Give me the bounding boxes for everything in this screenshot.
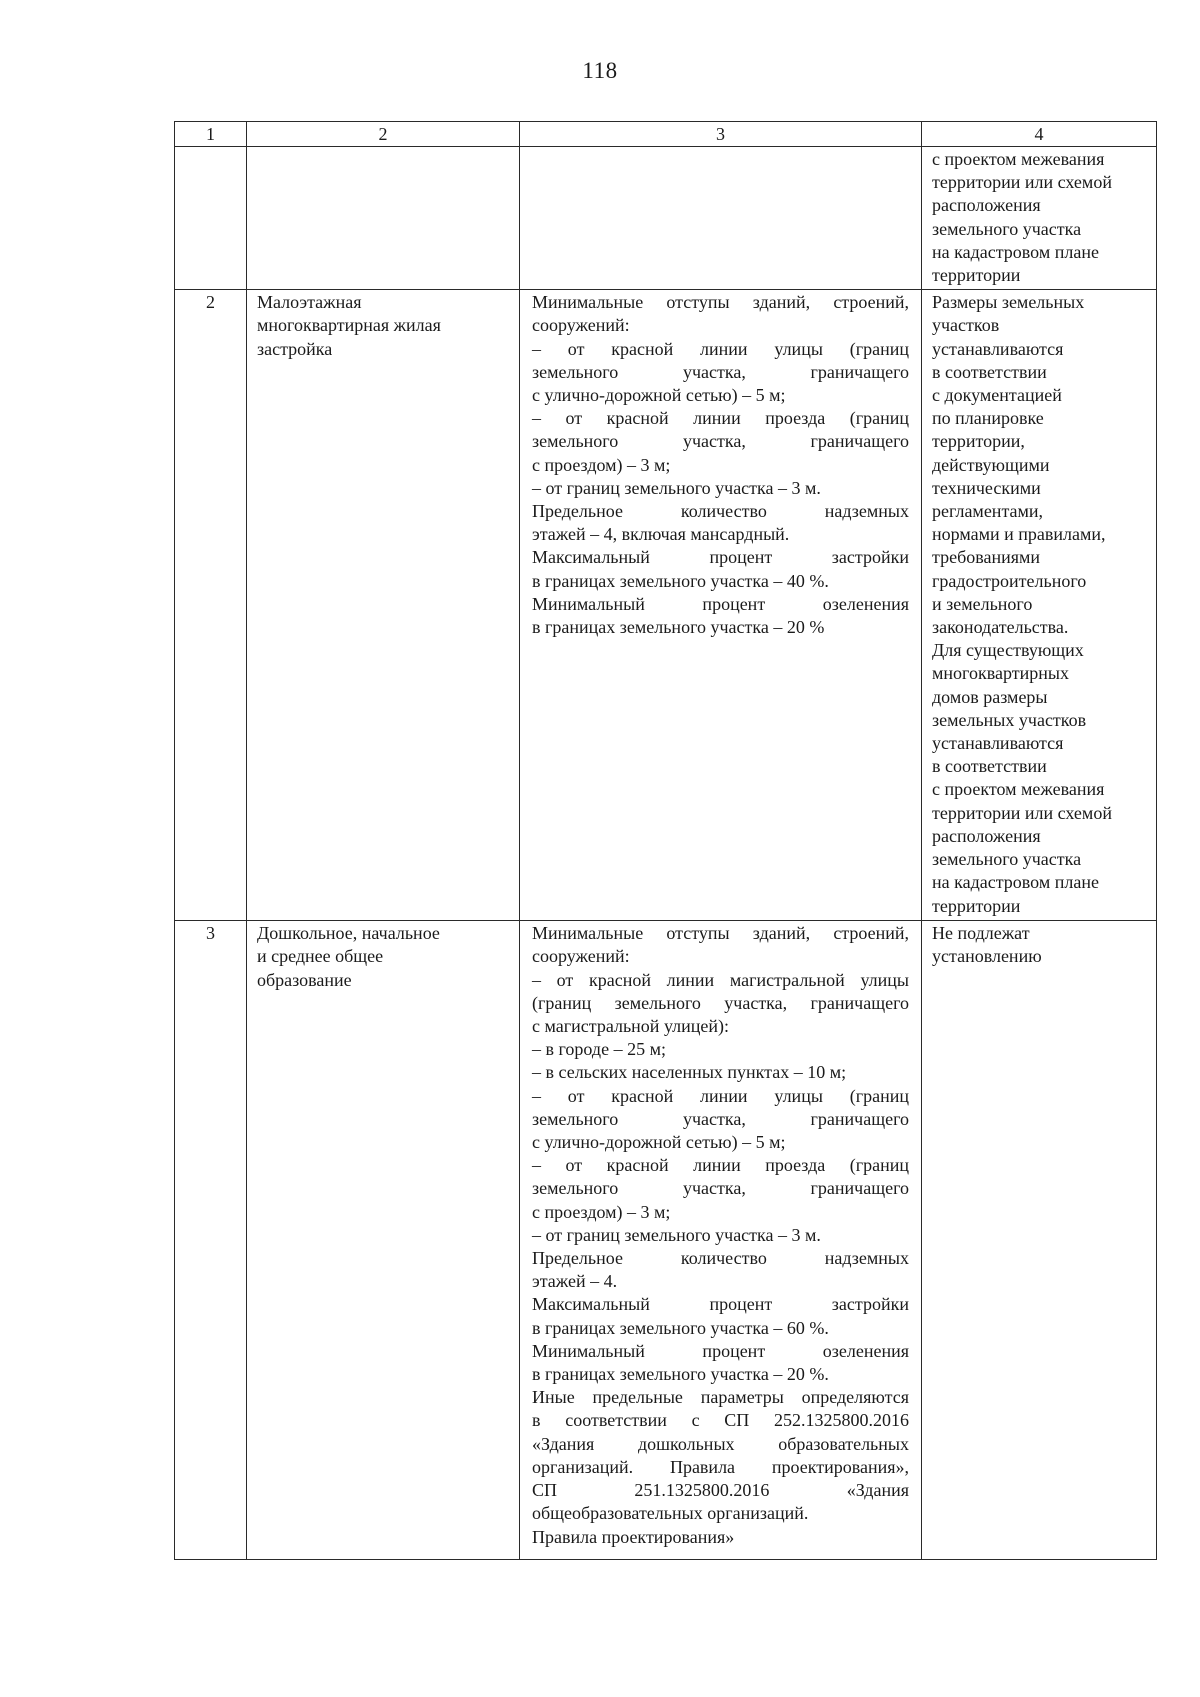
text-line: Размеры земельных	[932, 292, 1085, 313]
text-line: – в сельских населенных пунктах – 10 м;	[532, 1062, 847, 1083]
text-line: Малоэтажная	[257, 292, 362, 313]
text-line: в границах земельного участка – 20 %.	[532, 1364, 829, 1385]
text-line: домов размеры	[932, 686, 1048, 707]
text-line: с проездом) – 3 м;	[532, 1201, 671, 1222]
notes-cell	[922, 290, 1157, 921]
text-line: Дошкольное, начальное	[257, 923, 440, 944]
text-line: СП 251.1325800.2016 «Здания	[532, 1480, 909, 1501]
text-line: в границах земельного участка – 20 %	[532, 617, 825, 638]
text-line: Минимальные отступы зданий, строений,	[532, 923, 909, 944]
text-line: – от красной линии магистральной улицы	[532, 969, 909, 990]
text-line: земельного участка	[932, 849, 1082, 870]
text-line: – от красной линии улицы (границ	[532, 338, 909, 359]
text-line: устанавливаются	[932, 338, 1064, 359]
header-col-3: 3	[520, 122, 922, 147]
text-line: регламентами,	[932, 501, 1044, 522]
text-line: нормами и правилами,	[932, 524, 1106, 545]
text-line: сооружений:	[532, 315, 630, 336]
text-line: многоквартирная жилая	[257, 315, 441, 336]
text-line: в соответствии	[932, 756, 1047, 777]
header-col-2: 2	[247, 122, 520, 147]
params-cell	[520, 921, 922, 1560]
text-line: земельного участка, граничащего	[532, 361, 909, 382]
text-line: территории или схемой	[932, 802, 1112, 823]
text-line: на кадастровом плане	[932, 872, 1099, 893]
row-number: 2	[175, 290, 247, 921]
text-line: с улично-дорожной сетью) – 5 м;	[532, 1132, 786, 1153]
text-line: образование	[257, 969, 352, 990]
text-line: с документацией	[932, 385, 1062, 406]
params-cell	[520, 290, 922, 921]
text-line: в соответствии с СП 252.1325800.2016	[532, 1410, 909, 1431]
text-line: общеобразовательных организаций.	[532, 1503, 809, 1524]
row-number: 3	[175, 921, 247, 1560]
page-number: 118	[582, 58, 618, 83]
text-line: с улично-дорожной сетью) – 5 м;	[532, 385, 786, 406]
text-line: «Здания дошкольных образовательных	[532, 1433, 909, 1454]
text-line: земельных участков	[932, 709, 1087, 730]
text-line: этажей – 4, включая мансардный.	[532, 524, 790, 545]
text-line: территории или схемой	[932, 172, 1112, 193]
text-line: установлению	[932, 946, 1042, 967]
text-line: техническими	[932, 477, 1041, 498]
text-line: земельного участка, граничащего	[532, 1108, 909, 1129]
text-line: застройка	[257, 338, 333, 359]
text-line: Предельное количество надземных	[532, 1248, 909, 1269]
text-line: Иные предельные параметры определяются	[532, 1387, 909, 1408]
text-line: Минимальный процент озеленения	[532, 593, 909, 614]
table-row	[175, 147, 1157, 290]
table-header-row	[175, 122, 1157, 147]
text-line: земельного участка	[932, 218, 1082, 239]
text-line: Не подлежат	[932, 923, 1030, 944]
header-col-4: 4	[922, 122, 1157, 147]
zone-name-cell	[247, 921, 520, 1560]
text-line: территории	[932, 265, 1021, 286]
text-line: действующими	[932, 454, 1050, 475]
text-line: – в городе – 25 м;	[532, 1039, 666, 1060]
text-line: земельного участка, граничащего	[532, 431, 909, 452]
text-line: Максимальный процент застройки	[532, 1294, 909, 1315]
text-line: и среднее общее	[257, 946, 384, 967]
text-line: – от границ земельного участка – 3 м.	[532, 1224, 821, 1245]
text-line: расположения	[932, 195, 1041, 216]
text-line: Максимальный процент застройки	[532, 547, 909, 568]
text-line: организаций. Правила проектирования»,	[532, 1456, 909, 1477]
text-line: с проектом межевания	[932, 149, 1105, 169]
text-line: законодательства.	[932, 617, 1069, 638]
text-line: многоквартирных	[932, 663, 1069, 684]
text-line: Предельное количество надземных	[532, 501, 909, 522]
text-line: расположения	[932, 825, 1041, 846]
text-line: в соответствии	[932, 361, 1047, 382]
row-number	[175, 147, 247, 290]
zone-name-cell	[247, 290, 520, 921]
text-line: с проездом) – 3 м;	[532, 454, 671, 475]
text-line: по планировке	[932, 408, 1044, 429]
text-line: – от границ земельного участка – 3 м.	[532, 477, 821, 498]
text-line: Для существующих	[932, 640, 1084, 661]
text-line: – от красной линии улицы (границ	[532, 1085, 909, 1106]
text-line: Минимальные отступы зданий, строений,	[532, 292, 909, 313]
notes-cell	[922, 147, 1157, 290]
text-line: сооружений:	[532, 946, 630, 967]
header-col-1: 1	[175, 122, 247, 147]
text-line: и земельного	[932, 593, 1033, 614]
zone-name-cell	[247, 147, 520, 290]
text-line: (границ земельного участка, граничащего	[532, 992, 909, 1013]
text-line: этажей – 4.	[532, 1271, 618, 1292]
table-row	[175, 921, 1157, 1560]
text-line: с магистральной улицей):	[532, 1016, 730, 1037]
text-line: земельного участка, граничащего	[532, 1178, 909, 1199]
text-line: устанавливаются	[932, 733, 1064, 754]
text-line: в границах земельного участка – 60 %.	[532, 1317, 829, 1338]
table-row	[175, 290, 1157, 921]
regulations-table	[174, 121, 1157, 1560]
text-line: Минимальный процент озеленения	[532, 1340, 909, 1361]
text-line: в границах земельного участка – 40 %.	[532, 570, 829, 591]
params-cell	[520, 147, 922, 290]
text-line: – от красной линии проезда (границ	[532, 408, 909, 429]
text-line: – от красной линии проезда (границ	[532, 1155, 909, 1176]
text-line: градостроительного	[932, 570, 1087, 591]
text-line: территории,	[932, 431, 1025, 452]
notes-cell	[922, 921, 1157, 1560]
text-line: с проектом межевания	[932, 779, 1105, 800]
text-line: Правила проектирования»	[532, 1526, 735, 1547]
text-line: на кадастровом плане	[932, 241, 1099, 262]
text-line: территории	[932, 895, 1021, 916]
text-line: участков	[932, 315, 1000, 336]
text-line: требованиями	[932, 547, 1041, 568]
